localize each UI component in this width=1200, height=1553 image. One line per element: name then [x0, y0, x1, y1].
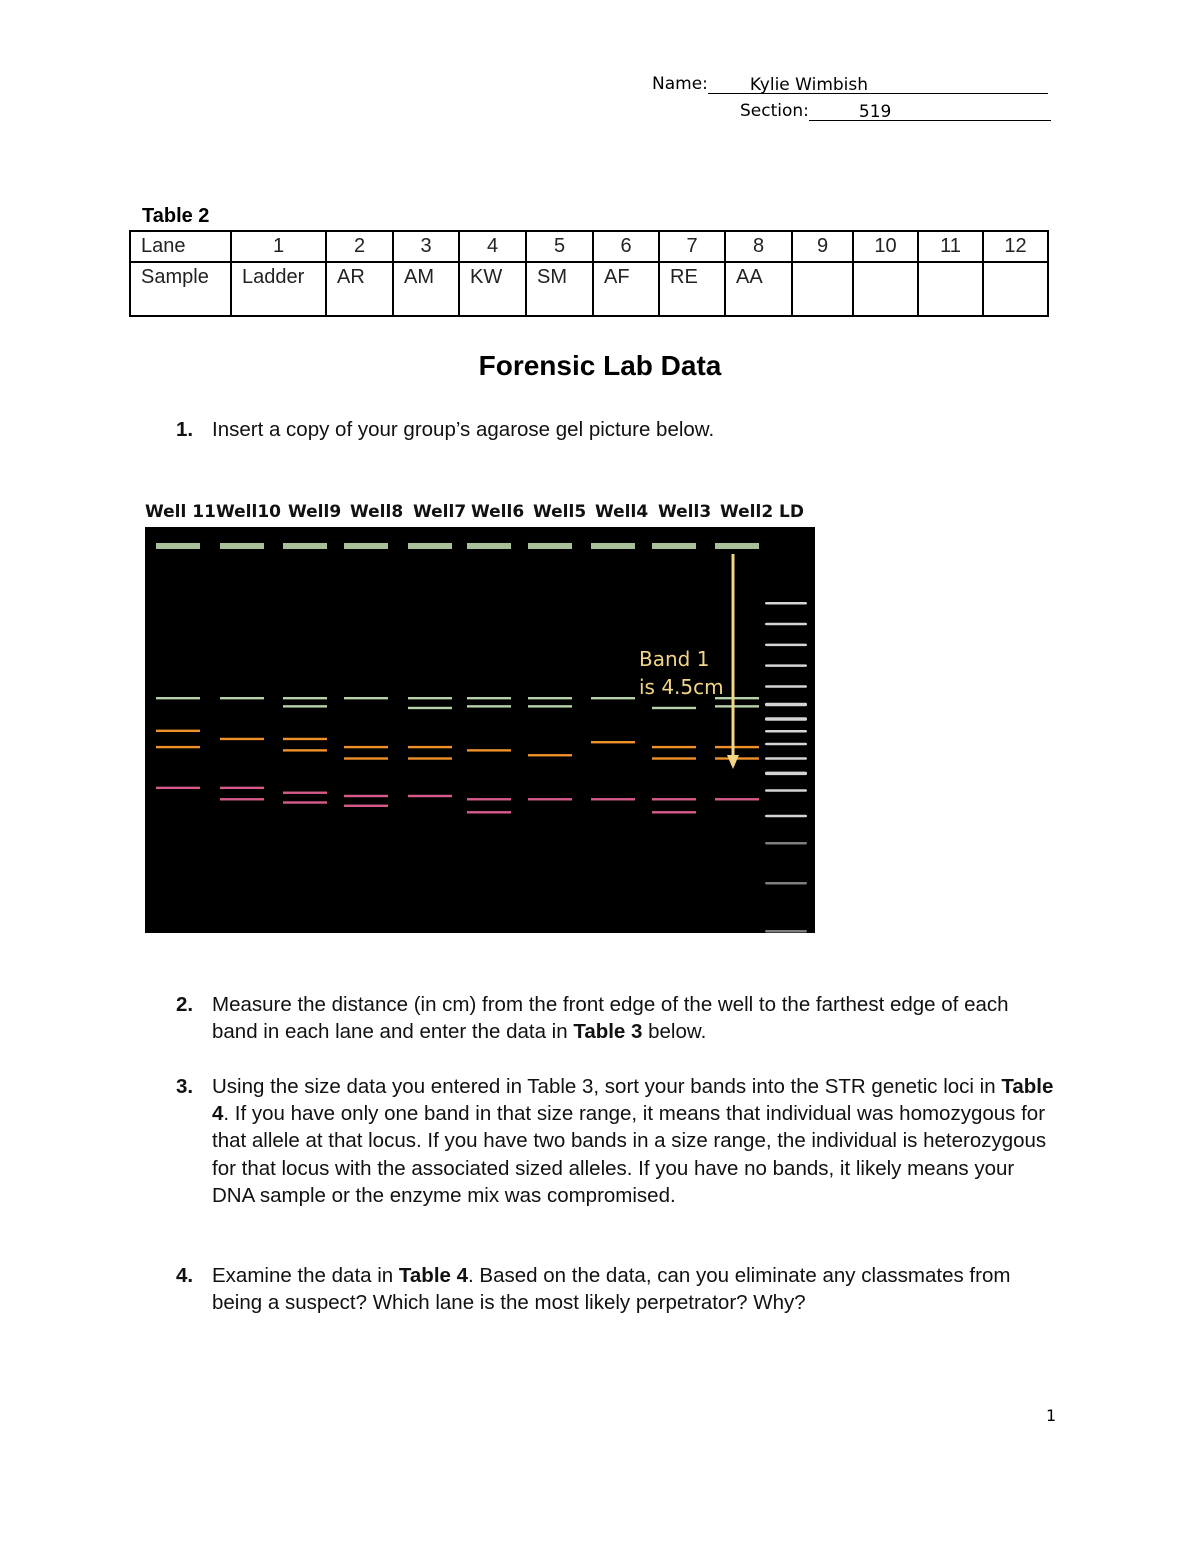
orange-band [715, 746, 759, 748]
question-number: 3. [176, 1075, 194, 1098]
pink-band [283, 792, 327, 794]
pink-band [408, 795, 452, 797]
gel-picture [145, 500, 815, 933]
green-band [156, 697, 200, 699]
well-label: Well3 [658, 502, 712, 522]
ladder-band [765, 703, 807, 707]
orange-band [528, 754, 572, 756]
green-band [715, 705, 759, 707]
sample-header-cell: Sample [130, 262, 231, 316]
ladder-band [765, 772, 807, 776]
orange-band [344, 757, 388, 759]
question-text: Measure the distance (in cm) from the front edge of the well to the farthest edge of each band in each lane and enter the data in Table 3 below. [212, 993, 1009, 1044]
well-label: Well6 [471, 502, 525, 522]
ladder-band [765, 602, 807, 605]
green-band [408, 697, 452, 699]
gel-well [408, 543, 452, 549]
gel-background [145, 527, 815, 933]
pink-band [467, 798, 511, 800]
table2-sample-row [130, 262, 1048, 316]
sample-cell [918, 262, 983, 316]
lane-number-cell: 10 [853, 231, 918, 262]
green-band [283, 697, 327, 699]
ladder-band [765, 644, 807, 647]
lane-number-cell: 1 [231, 231, 326, 262]
orange-band [283, 738, 327, 740]
green-band [220, 697, 264, 699]
pink-band [283, 801, 327, 803]
orange-band [156, 730, 200, 732]
well-label: Well 11 [145, 502, 216, 522]
sample-cell: AA [725, 262, 792, 316]
green-band [591, 697, 635, 699]
name-line [652, 74, 1048, 94]
gel-well [715, 543, 759, 549]
lane-number-cell: 11 [918, 231, 983, 262]
pink-band [591, 798, 635, 800]
gel-well [283, 543, 327, 549]
section-value: 519 [858, 102, 892, 122]
orange-band [220, 738, 264, 740]
lane-number-cell: 6 [593, 231, 659, 262]
orange-band [652, 757, 696, 759]
pink-band [528, 798, 572, 800]
gel-well [156, 543, 200, 549]
lane-number-cell: 3 [393, 231, 459, 262]
lane-header-cell: Lane [130, 231, 231, 262]
orange-band [591, 741, 635, 743]
sample-cell: AR [326, 262, 393, 316]
gel-well [344, 543, 388, 549]
orange-band [408, 757, 452, 759]
green-band [467, 705, 511, 707]
ladder-band [765, 743, 807, 746]
sample-cell: Ladder [231, 262, 326, 316]
lane-number-cell: 5 [526, 231, 593, 262]
sample-cell: AF [593, 262, 659, 316]
ladder-band [765, 882, 807, 885]
pink-band [344, 805, 388, 807]
green-band [283, 705, 327, 707]
well-label: Well4 [595, 502, 649, 522]
ladder-band [765, 815, 807, 818]
sample-cell: RE [659, 262, 725, 316]
sample-cell: AM [393, 262, 459, 316]
table2-lane-row [130, 231, 1048, 262]
section-line [740, 101, 1051, 121]
question-number: 4. [176, 1264, 194, 1287]
green-band [528, 697, 572, 699]
ladder-band [765, 730, 807, 733]
well-label: Well9 [288, 502, 342, 522]
lane-number-cell: 7 [659, 231, 725, 262]
page-title: Forensic Lab Data [478, 350, 722, 381]
sample-cell: KW [459, 262, 526, 316]
green-band [467, 697, 511, 699]
orange-band [156, 746, 200, 748]
ladder-band [765, 685, 807, 688]
ladder-band [765, 930, 807, 933]
band-annotation-line-1: Band 1 [639, 647, 710, 671]
question-text: Using the size data you entered in Table 3, sort your bands into the STR genetic loci in Table 4. If you have only one band in that size range, it means that individual was homozygous for that allele at that locus. If you have two bands in a size range, the individual is heterozygous for that locus with the associated sized alleles. If you have no bands, it likely means your DNA sample or the enzyme mix was compromised. [212, 1075, 1054, 1207]
sample-cell [983, 262, 1048, 316]
question-text: Examine the data in Table 4. Based on the data, can you eliminate any classmates from being a suspect? Which lane is the most likely perpetrator? Why? [212, 1264, 1011, 1315]
gel-well [467, 543, 511, 549]
pink-band [220, 787, 264, 789]
ladder-band [765, 842, 807, 845]
page-number: 1 [1046, 1406, 1057, 1425]
ladder-band [765, 757, 807, 760]
table2-caption: Table 2 [142, 205, 210, 227]
well-label: Well5 [533, 502, 587, 522]
gel-lane-labels [145, 500, 815, 528]
orange-band [408, 746, 452, 748]
green-band [408, 707, 452, 709]
pink-band [652, 811, 696, 813]
well-label: Well8 [350, 502, 404, 522]
gel-image [145, 527, 815, 933]
well-label: Well10 [216, 502, 281, 522]
sample-cell [853, 262, 918, 316]
lane-number-cell: 12 [983, 231, 1048, 262]
pink-band [344, 795, 388, 797]
lane-number-cell: 8 [725, 231, 792, 262]
name-label: Name: [652, 74, 708, 94]
pink-band [715, 798, 759, 800]
ladder-label: LD [779, 502, 804, 522]
ladder-band [765, 623, 807, 626]
gel-well [220, 543, 264, 549]
gel-well [652, 543, 696, 549]
table2 [129, 230, 1049, 317]
ladder-band [765, 789, 807, 792]
gel-well [528, 543, 572, 549]
pink-band [156, 787, 200, 789]
well-label: Well2 [720, 502, 774, 522]
band-annotation-line-2: is 4.5cm [639, 675, 724, 699]
sample-cell: SM [526, 262, 593, 316]
ladder-band [765, 717, 807, 721]
pink-band [652, 798, 696, 800]
green-band [652, 707, 696, 709]
orange-band [283, 749, 327, 751]
orange-band [652, 746, 696, 748]
question-text: Insert a copy of your group’s agarose gel picture below. [212, 418, 715, 441]
gel-well [591, 543, 635, 549]
orange-band [467, 749, 511, 751]
section-label: Section: [740, 101, 809, 121]
name-value: Kylie Wimbish [749, 75, 869, 95]
ladder-band [765, 664, 807, 667]
question-number: 1. [176, 418, 194, 441]
question-number: 2. [176, 993, 194, 1016]
sample-cell [792, 262, 853, 316]
green-band [528, 705, 572, 707]
lane-number-cell: 2 [326, 231, 393, 262]
well-label: Well7 [413, 502, 467, 522]
green-band [344, 697, 388, 699]
pink-band [220, 798, 264, 800]
lane-number-cell: 4 [459, 231, 526, 262]
pink-band [467, 811, 511, 813]
lane-number-cell: 9 [792, 231, 853, 262]
orange-band [344, 746, 388, 748]
